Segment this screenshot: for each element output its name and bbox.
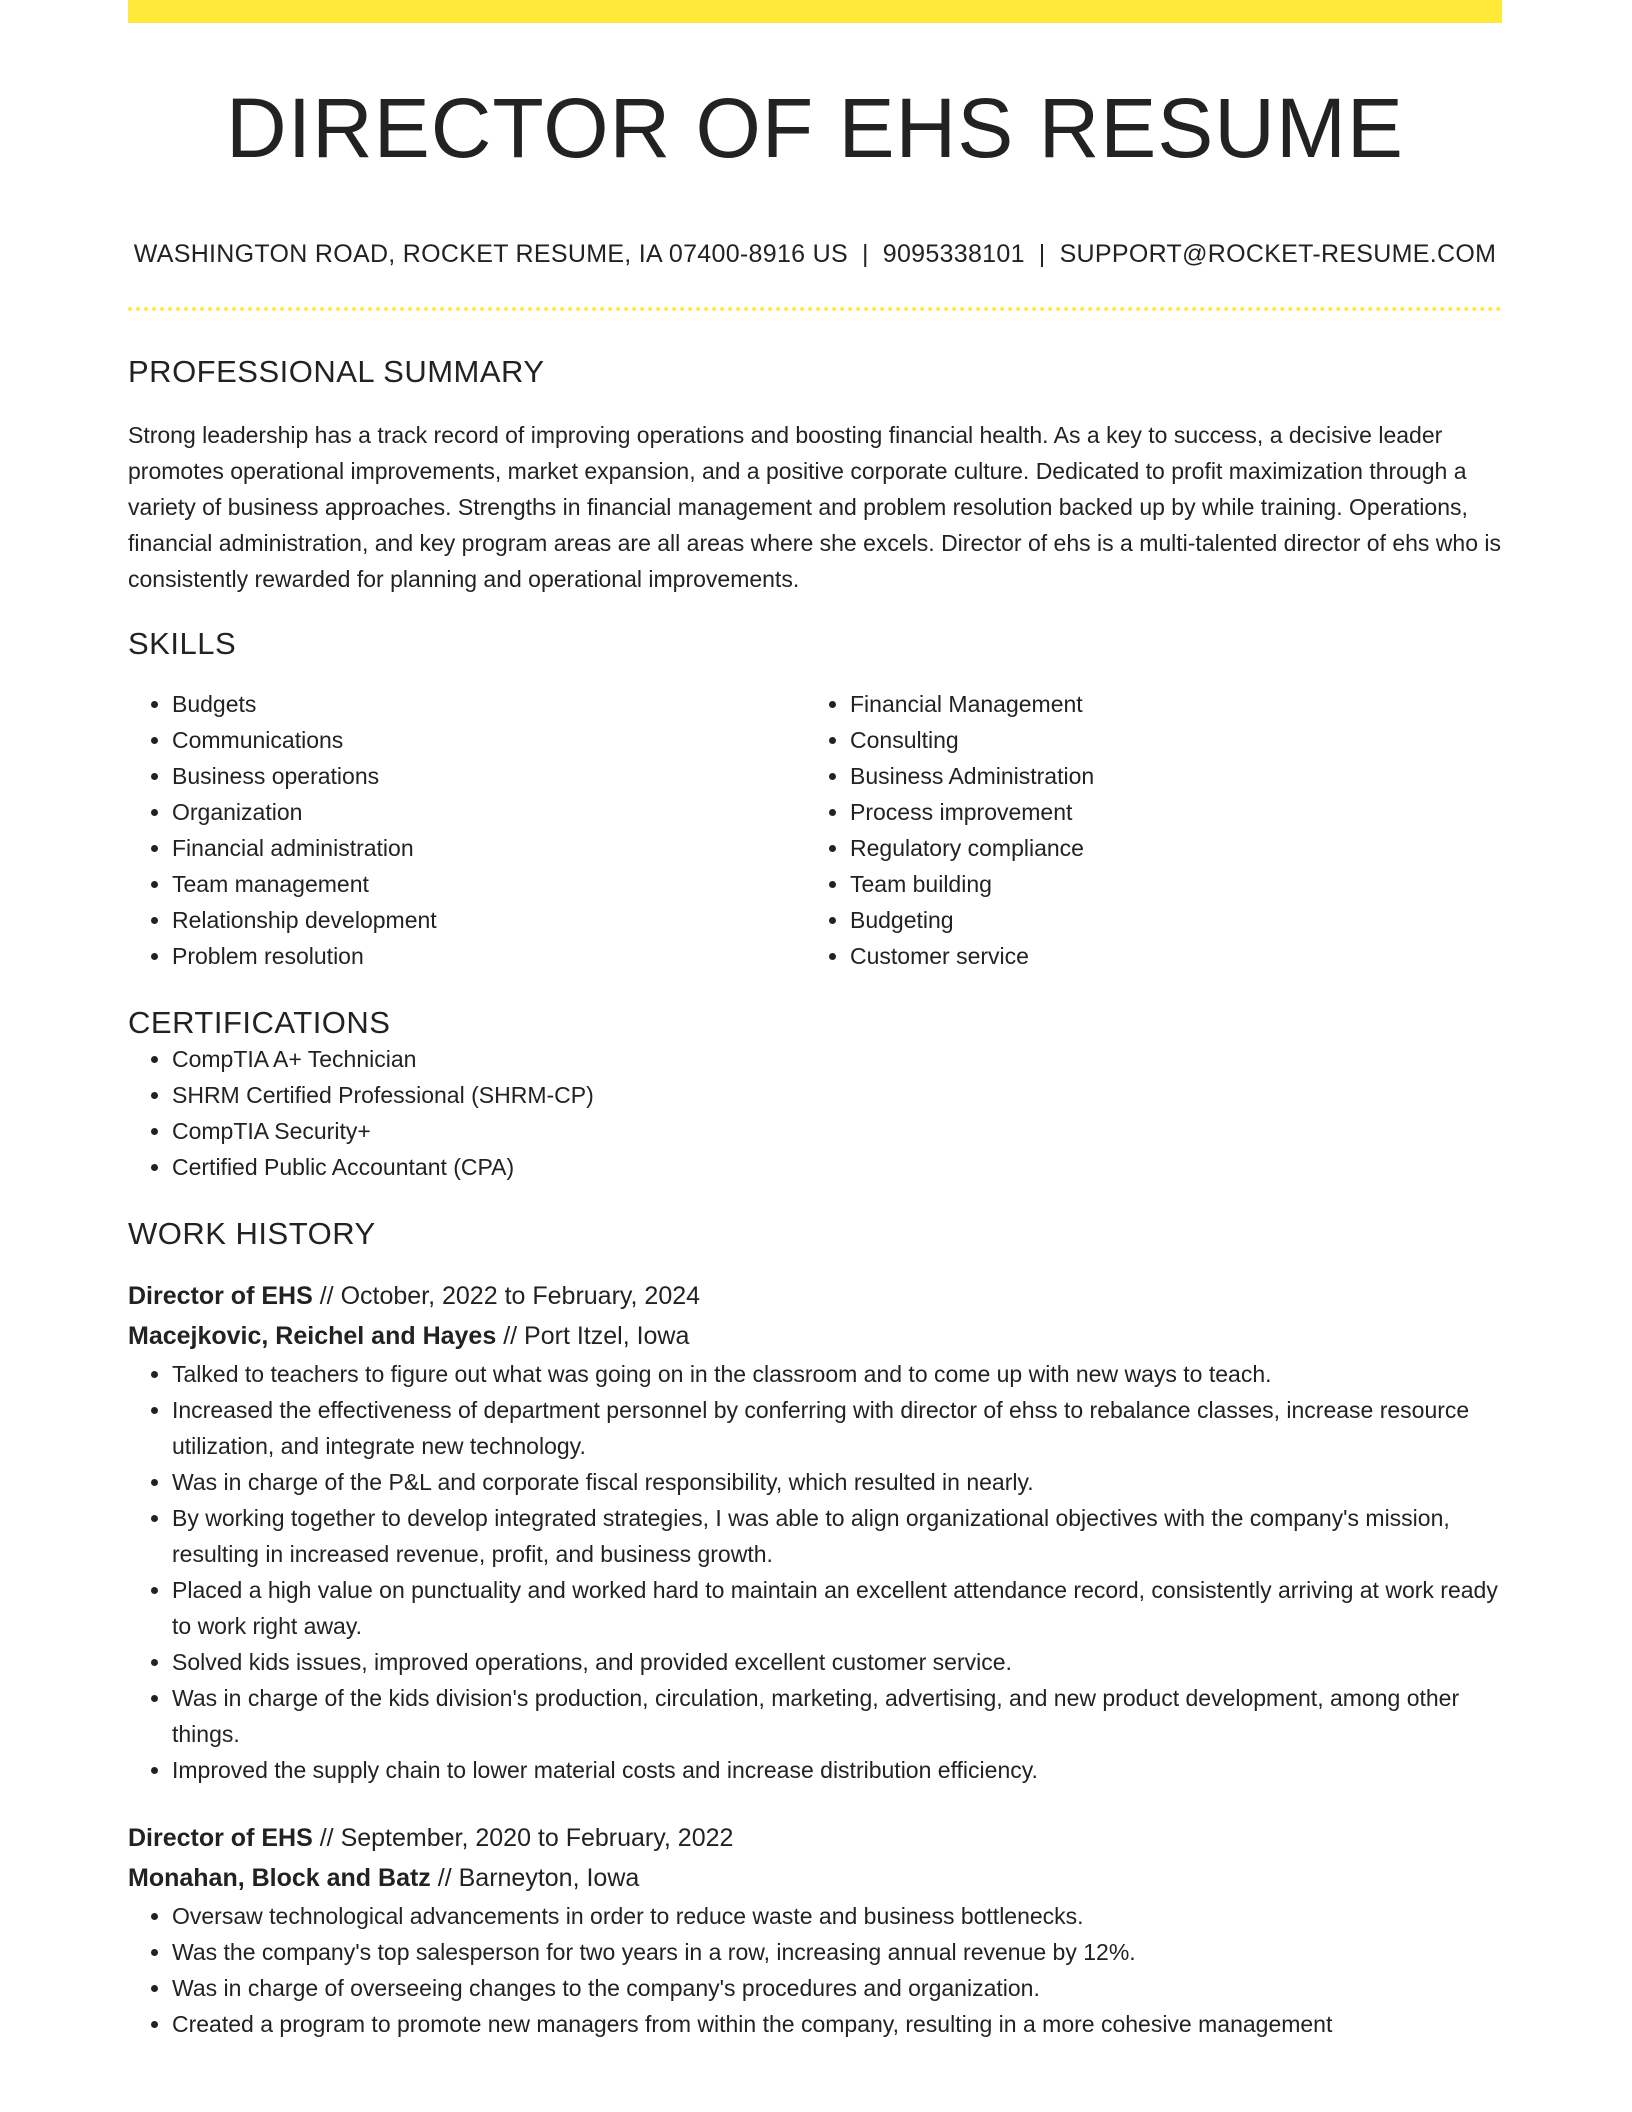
skill-item: • Budgeting: [850, 902, 1484, 938]
job-title-line: [128, 1818, 1502, 1858]
skill-item: • Regulatory compliance: [850, 830, 1484, 866]
skill-item: • Communications: [172, 722, 806, 758]
job-company-line: [128, 1316, 1502, 1356]
skill-item: • Team management: [172, 866, 806, 902]
job-bullet: • Was the company's top salesperson for two years in a row, increasing annual revenue by 12%.: [172, 1934, 1502, 1970]
skill-item: • Customer service: [850, 938, 1484, 974]
job-bullet: • Was in charge of overseeing changes to the company's procedures and organization.: [172, 1970, 1502, 2006]
job-bullet: • Increased the effectiveness of department personnel by conferring with director of ehss to rebalance classes, increase resource utilization, and integrate new technology.: [172, 1392, 1502, 1464]
skill-item: • Process improvement: [850, 794, 1484, 830]
certifications-heading: CERTIFICATIONS: [128, 1005, 391, 1040]
skills-list-left: [128, 686, 806, 974]
summary-text: Strong leadership has a track record of improving operations and boosting financial health. As a key to success, a decisive leader promotes operational improvements, market expansion, and a positive corporate culture. Dedicated to profit maximization through a variety of business approaches. Strengths in financial management and problem resolution backed up by while training. Operations, financial administration, and key program areas are all areas where she excels. Director of ehs is a multi-talented director of ehs who is consistently rewarded for planning and operational improvements.: [128, 422, 1501, 592]
contact-separator: |: [1038, 240, 1046, 268]
skill-item: • Business Administration: [850, 758, 1484, 794]
job-bullet: • Oversaw technological advancements in order to reduce waste and business bottlenecks.: [172, 1898, 1502, 1934]
job-bullet: • By working together to develop integrated strategies, I was able to align organizational objectives with the company's mission, resulting in increased revenue, profit, and business growth.: [172, 1500, 1502, 1572]
job-company: Monahan, Block and Batz: [128, 1864, 431, 1892]
skill-item: • Financial Management: [850, 686, 1484, 722]
job-separator: //: [496, 1322, 525, 1350]
skills-heading: SKILLS: [128, 626, 237, 661]
job-dates: October, 2022 to February, 2024: [340, 1282, 701, 1310]
job-bullet: • Talked to teachers to figure out what was going on in the classroom and to come up with new ways to teach.: [172, 1356, 1502, 1392]
job-bullet: • Improved the supply chain to lower material costs and increase distribution efficiency.: [172, 1752, 1502, 1788]
header-divider: [128, 307, 1502, 311]
contact-address: WASHINGTON ROAD, ROCKET RESUME, IA 07400-8916 US: [133, 240, 848, 268]
skill-item: • Relationship development: [172, 902, 806, 938]
job-separator: //: [430, 1864, 459, 1892]
contact-email: SUPPORT@ROCKET-RESUME.COM: [1059, 240, 1497, 268]
certification-item: • SHRM Certified Professional (SHRM-CP): [172, 1077, 1502, 1113]
certification-item: • CompTIA A+ Technician: [172, 1041, 1502, 1077]
certifications-list: [128, 1041, 1502, 1185]
skills-column-right: [806, 686, 1484, 974]
skills-grid: [128, 686, 1502, 974]
job-company: Macejkovic, Reichel and Hayes: [128, 1322, 497, 1350]
job-location: Port Itzel, Iowa: [524, 1322, 690, 1350]
resume-title: DIRECTOR OF EHS RESUME: [226, 81, 1404, 175]
certification-item: • Certified Public Accountant (CPA): [172, 1149, 1502, 1185]
skill-item: • Financial administration: [172, 830, 806, 866]
certification-item: • CompTIA Security+: [172, 1113, 1502, 1149]
summary-heading: PROFESSIONAL SUMMARY: [128, 354, 545, 389]
contact-phone: 9095338101: [882, 240, 1025, 268]
skills-column-left: [128, 686, 806, 974]
job-bullets: [128, 1356, 1502, 1788]
job-separator: //: [312, 1282, 341, 1310]
skill-item: • Business operations: [172, 758, 806, 794]
job-title-line: [128, 1276, 1502, 1316]
contact-separator: |: [861, 240, 869, 268]
job-entry: [128, 1818, 1502, 2042]
job-title: Director of EHS: [128, 1282, 313, 1310]
skill-item: • Consulting: [850, 722, 1484, 758]
job-company-line: [128, 1858, 1502, 1898]
job-entry: [128, 1276, 1502, 1788]
skill-item: • Organization: [172, 794, 806, 830]
job-bullet: • Solved kids issues, improved operations, and provided excellent customer service.: [172, 1644, 1502, 1680]
job-bullet: • Was in charge of the kids division's production, circulation, marketing, advertising, and new product development, among other things.: [172, 1680, 1502, 1752]
job-bullet: • Created a program to promote new managers from within the company, resulting in a more cohesive management: [172, 2006, 1502, 2042]
contact-line: [128, 240, 1502, 269]
job-title: Director of EHS: [128, 1824, 313, 1852]
skill-item: • Budgets: [172, 686, 806, 722]
skill-item: • Problem resolution: [172, 938, 806, 974]
top-accent-bar: [128, 0, 1502, 23]
job-dates: September, 2020 to February, 2022: [340, 1824, 734, 1852]
resume-page: [128, 0, 1502, 2112]
job-bullet: • Was in charge of the P&L and corporate fiscal responsibility, which resulted in nearly.: [172, 1464, 1502, 1500]
skills-list-right: [806, 686, 1484, 974]
job-bullets: [128, 1898, 1502, 2042]
work-history-heading: WORK HISTORY: [128, 1216, 376, 1251]
job-bullet: • Placed a high value on punctuality and worked hard to maintain an excellent attendance record, consistently arriving at work ready to work right away.: [172, 1572, 1502, 1644]
skill-item: • Team building: [850, 866, 1484, 902]
job-location: Barneyton, Iowa: [458, 1864, 640, 1892]
job-separator: //: [312, 1824, 341, 1852]
